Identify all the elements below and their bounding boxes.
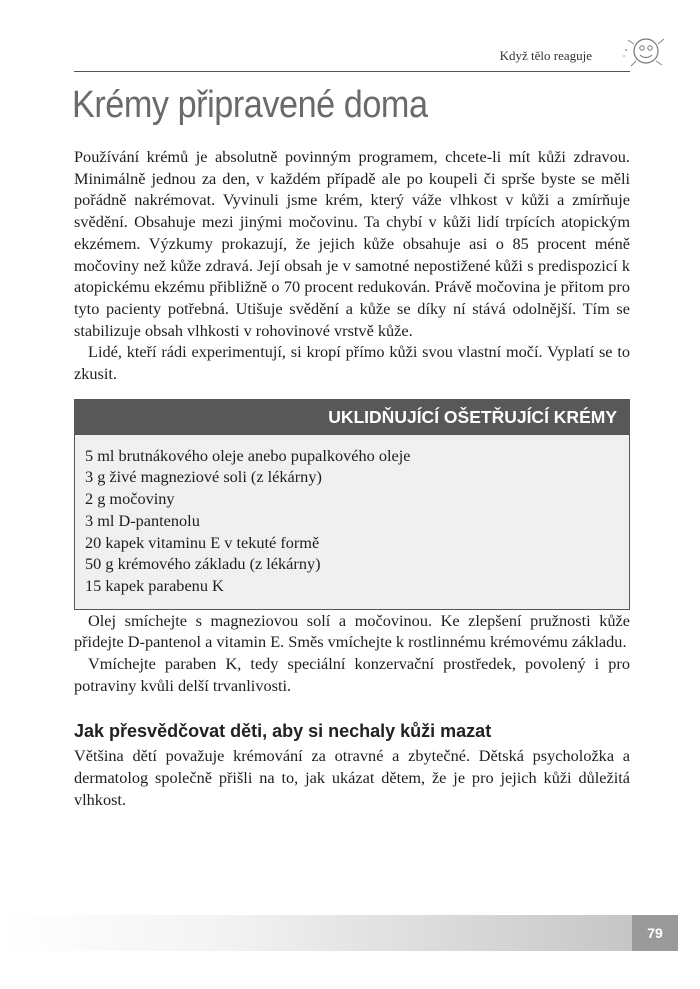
intro-paragraph-2: Lidé, kteří rádi experimentují, si kropí přímo kůži svou vlastní močí. Vyplatí se to zkusit.: [74, 342, 630, 384]
ingredient-item: 3 g živé magneziové soli (z lékárny): [85, 467, 322, 487]
header-rule: [74, 71, 630, 72]
main-content: [74, 146, 630, 811]
ingredient-item: 3 ml D-pantenolu: [85, 510, 200, 530]
ingredient-item: 20 kapek vitaminu E v tekuté formě: [85, 532, 320, 552]
section-paragraph: Většina dětí považuje krémování za otravné a zbytečné. Dětská psycholožka a dermatolog společně přišli na to, jak ukázat dětem, že je pro jejich kůži důležitá vlhkost.: [74, 746, 630, 809]
ingredient-list: [75, 435, 629, 609]
ingredient-item: 5 ml brutnákového oleje anebo pupalkového oleje: [85, 445, 411, 465]
page-title: Krémy připravené doma: [72, 84, 428, 126]
ingredient-item: 2 g močoviny: [85, 489, 175, 509]
running-header: Když tělo reaguje: [499, 48, 592, 63]
recipe-box: [74, 399, 630, 610]
ingredient-item: 50 g krémového základu (z lékárny): [85, 554, 321, 574]
instruction-paragraph-2: Vmíchejte paraben K, tedy speciální konzervační prostředek, povolený i pro potraviny kvůli delší trvanlivosti.: [74, 654, 630, 695]
ingredient-item: 15 kapek parabenu K: [85, 575, 224, 595]
section-heading: Jak přesvědčovat děti, aby si nechaly kůži mazat: [74, 721, 492, 742]
recipe-title: UKLIDŇUJÍCÍ OŠETŘUJÍCÍ KRÉMY: [75, 400, 629, 435]
instruction-paragraph-1: Olej smíchejte s magneziovou solí a močovinou. Ke zlepšení pružnosti kůže přidejte D-pantenol a vitamin E. Směs vmíchejte k rostlinnému krémovému základu.: [74, 610, 630, 652]
page-number: 79: [632, 915, 678, 951]
cartoon-character-icon: [622, 34, 666, 68]
footer-band: [0, 915, 632, 951]
intro-paragraph-1: Používání krémů je absolutně povinným programem, chcete-li mít kůži zdravou. Minimálně jednou za den, v každém případě ale po koupeli či sprše byste se měli pořádně nakrémovat. Vyvinuli jsme krém, který váže vlhkost v kůži a zmírňuje svědění. Obsahuje mezi jinými močovinu. Ta chybí v kůži lidí trpících atopickým ekzémem. Výzkumy prokazují, že jejich kůže obsahuje asi o 85 procent méně močoviny než kůže zdravá. Její obsah je v samotné nepostižené kůži s predispozicí k atopickému ekzému přibližně o 70 procent redukován. Právě močovina je přitom pro tyto pacienty potřebná. Utišuje svědění a kůže se díky ní stává odolnější. Tím se stabilizuje obsah vlhkosti v rohovinové vrstvě kůže.: [74, 147, 630, 340]
